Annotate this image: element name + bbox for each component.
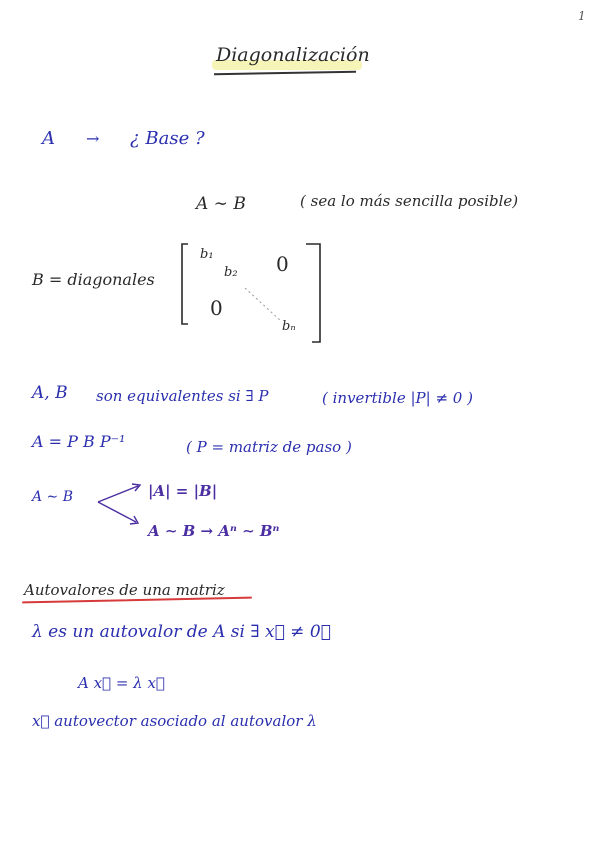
equivalent-lhs: A, B <box>32 383 68 403</box>
diagonal-label: B = diagonales <box>32 270 155 289</box>
similar-note: ( sea lo más sencilla posible) <box>300 192 519 210</box>
implication-lhs: A ∼ B <box>32 489 74 505</box>
page-title: Diagonalización <box>216 44 370 66</box>
implication-bottom: A ∼ B → Aⁿ ∼ Bⁿ <box>148 522 280 540</box>
implication-top: |A| = |B| <box>148 482 218 500</box>
base-question: ¿ Base ? <box>130 128 205 149</box>
relation-expr: A = P B P⁻¹ <box>32 432 126 451</box>
equivalent-condition: ( invertible |P| ≠ 0 ) <box>322 389 473 407</box>
autovalor-equation: A x⃗ = λ x⃗ <box>78 674 165 692</box>
matrix-bn: bₙ <box>282 319 296 334</box>
section-title: Autovalores de una matriz <box>24 581 225 599</box>
matrix-b2: b₂ <box>224 265 238 280</box>
branch-arrows-icon <box>96 480 146 530</box>
relation-note: ( P = matriz de paso ) <box>186 438 352 456</box>
similar-expr: A ∼ B <box>196 194 246 214</box>
matrix-b1: b₁ <box>200 247 214 262</box>
title-underline <box>214 71 356 75</box>
equivalent-text: son equivalentes si ∃ P <box>96 387 269 405</box>
page-number: 1 <box>578 9 586 23</box>
base-lhs: A <box>42 128 55 149</box>
autovalor-definition: λ es un autovalor de A si ∃ x⃗ ≠ 0⃗ <box>32 622 331 642</box>
autovector-definition: x⃗ autovector asociado al autovalor λ <box>32 712 317 730</box>
matrix-zero-lower: 0 <box>210 296 223 320</box>
arrow-icon: → <box>86 129 100 148</box>
matrix-zero-upper: 0 <box>276 252 289 276</box>
diagonal-matrix-brackets <box>170 238 330 348</box>
